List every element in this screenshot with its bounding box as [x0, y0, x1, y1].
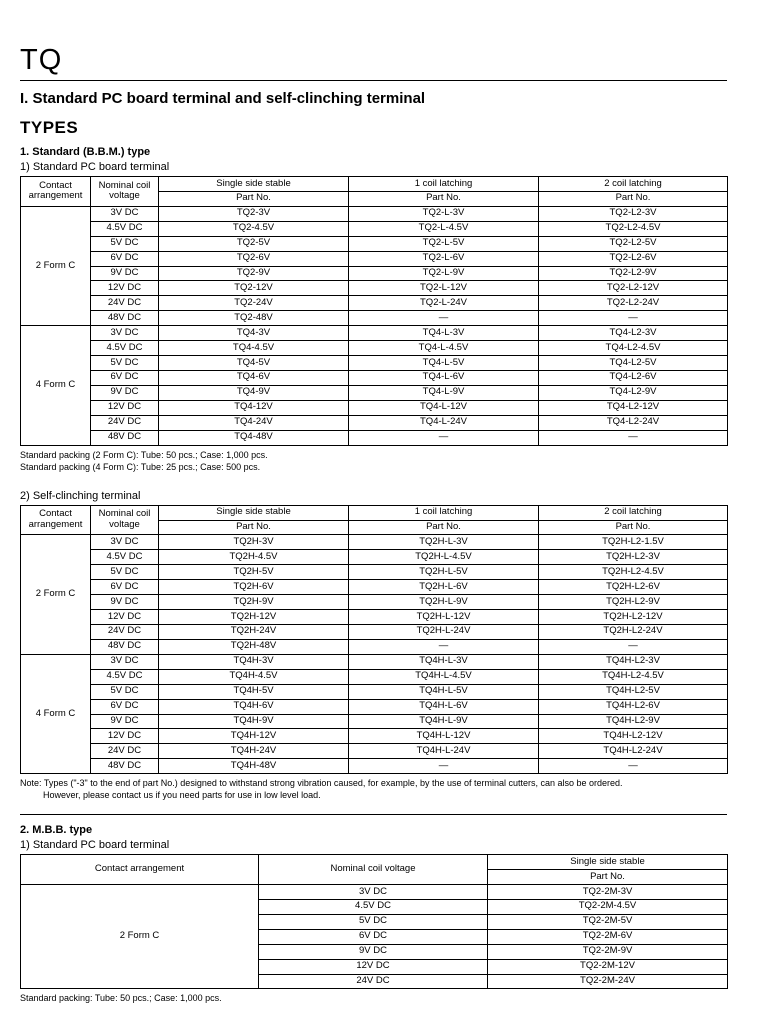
part-no-cell: TQ4-4.5V [159, 341, 349, 356]
table-row [21, 341, 728, 356]
contact-arrangement-cell: 2 Form C [21, 206, 91, 325]
part-no-cell: TQ2-L2-24V [539, 296, 728, 311]
table-row [21, 759, 728, 774]
th-2-coil-latching: 2 coil latching [539, 177, 728, 192]
part-no-cell: — [349, 639, 539, 654]
table-row [21, 236, 728, 251]
part-no-cell: TQ4-L-24V [349, 415, 539, 430]
part-no-cell: TQ2H-L2-9V [539, 595, 728, 610]
part-no-cell: TQ2H-L-9V [349, 595, 539, 610]
table-row [21, 684, 728, 699]
voltage-cell: 5V DC [91, 356, 159, 371]
part-no-cell: TQ4H-L2-12V [539, 729, 728, 744]
part-no-cell: TQ4-L-5V [349, 356, 539, 371]
part-no-cell: TQ2-5V [159, 236, 349, 251]
table-row [21, 311, 728, 326]
voltage-cell: 5V DC [91, 236, 159, 251]
part-no-cell: TQ4H-L2-3V [539, 654, 728, 669]
voltage-cell: 12V DC [91, 400, 159, 415]
contact-arrangement-cell: 4 Form C [21, 326, 91, 445]
table-row [21, 654, 728, 669]
standard-packing-notes [20, 449, 727, 473]
table-row [21, 550, 728, 565]
th-2-coil-latching: 2 coil latching [539, 505, 728, 520]
voltage-cell: 3V DC [91, 206, 159, 221]
part-no-cell: TQ4H-48V [159, 759, 349, 774]
voltage-cell: 12V DC [91, 610, 159, 625]
part-no-cell: TQ2-L-9V [349, 266, 539, 281]
self-clinching-parts-table [20, 505, 728, 775]
table-row [21, 430, 728, 445]
voltage-cell: 4.5V DC [91, 221, 159, 236]
part-no-cell: TQ4H-5V [159, 684, 349, 699]
part-no-cell: TQ2H-3V [159, 535, 349, 550]
contact-arrangement-cell: 2 Form C [21, 535, 91, 654]
part-no-cell: TQ2-L-3V [349, 206, 539, 221]
part-no-cell: TQ2H-L-24V [349, 624, 539, 639]
part-no-cell: TQ4-L-12V [349, 400, 539, 415]
part-no-cell: — [349, 311, 539, 326]
part-no-cell: TQ4-L-4.5V [349, 341, 539, 356]
th-1-coil-latching: 1 coil latching [349, 505, 539, 520]
section-title: I. Standard PC board terminal and self-clinching terminal [20, 90, 426, 107]
part-no-cell: TQ4H-L2-6V [539, 699, 728, 714]
heading-mbb-pcb-terminal: 1) Standard PC board terminal [20, 839, 170, 852]
voltage-cell: 24V DC [259, 974, 488, 989]
part-no-cell: TQ2-L2-5V [539, 236, 728, 251]
voltage-cell: 3V DC [91, 654, 159, 669]
voltage-cell: 48V DC [91, 430, 159, 445]
part-no-cell: TQ2-3V [159, 206, 349, 221]
th-contact-arrangement: Contact arrangement [21, 855, 259, 885]
voltage-cell: 24V DC [91, 624, 159, 639]
table-row [21, 595, 728, 610]
part-no-cell: TQ4H-L-6V [349, 699, 539, 714]
voltage-cell: 9V DC [91, 266, 159, 281]
th-contact-arrangement: Contact arrangement [21, 177, 91, 207]
part-no-cell: TQ4H-L-12V [349, 729, 539, 744]
part-no-cell: TQ4-L2-9V [539, 385, 728, 400]
part-no-cell: TQ2H-L2-3V [539, 550, 728, 565]
part-no-cell: TQ2H-6V [159, 580, 349, 595]
mbb-parts-table [20, 854, 728, 989]
part-no-cell: TQ2-L2-6V [539, 251, 728, 266]
th-part-no: Part No. [349, 520, 539, 535]
part-no-cell: TQ2H-L-5V [349, 565, 539, 580]
voltage-cell: 12V DC [259, 959, 488, 974]
voltage-cell: 6V DC [259, 929, 488, 944]
contact-arrangement-cell: 4 Form C [21, 654, 91, 773]
part-no-cell: TQ4-L2-12V [539, 400, 728, 415]
heading-standard-bbm-type: 1. Standard (B.B.M.) type [20, 146, 151, 158]
part-no-cell: TQ4H-12V [159, 729, 349, 744]
table-body [21, 885, 728, 989]
part-no-cell: TQ2-48V [159, 311, 349, 326]
part-no-cell: TQ2H-L2-4.5V [539, 565, 728, 580]
part-no-cell: TQ4H-L-9V [349, 714, 539, 729]
note-line: However, please contact us if you need parts for use in low level load. [43, 790, 321, 801]
voltage-cell: 3V DC [91, 326, 159, 341]
part-no-cell: TQ2-L2-3V [539, 206, 728, 221]
table-row [21, 624, 728, 639]
voltage-cell: 6V DC [91, 370, 159, 385]
voltage-cell: 9V DC [91, 385, 159, 400]
part-no-cell: TQ2-2M-3V [488, 885, 728, 900]
part-no-cell: TQ4H-L-5V [349, 684, 539, 699]
note-line: Standard packing (4 Form C): Tube: 25 pcs.; Case: 500 pcs. [20, 461, 261, 472]
part-no-cell: TQ2H-12V [159, 610, 349, 625]
th-nominal-coil-voltage: Nominal coil voltage [259, 855, 488, 885]
table-row [21, 281, 728, 296]
part-no-cell: TQ4H-L2-24V [539, 744, 728, 759]
part-no-cell: TQ2-2M-12V [488, 959, 728, 974]
voltage-cell: 4.5V DC [91, 669, 159, 684]
th-1-coil-latching: 1 coil latching [349, 177, 539, 192]
voltage-cell: 9V DC [91, 595, 159, 610]
voltage-cell: 24V DC [91, 744, 159, 759]
part-no-cell: TQ2-L2-9V [539, 266, 728, 281]
table-row [21, 385, 728, 400]
table-row [21, 669, 728, 684]
heading-standard-pcb-terminal: 1) Standard PC board terminal [20, 161, 170, 173]
voltage-cell: 3V DC [259, 885, 488, 900]
part-no-cell: TQ4H-L-24V [349, 744, 539, 759]
voltage-cell: 4.5V DC [91, 550, 159, 565]
part-no-cell: TQ4H-4.5V [159, 669, 349, 684]
part-no-cell: TQ2-24V [159, 296, 349, 311]
part-no-cell: TQ4H-L-3V [349, 654, 539, 669]
part-no-cell: TQ2-L-6V [349, 251, 539, 266]
part-no-cell: TQ4-L2-24V [539, 415, 728, 430]
note-line: Note: Types ("-3" to the end of part No.) designed to withstand strong vibration caused, for example, by the use of terminal cutters, can also be ordered. [20, 778, 623, 789]
part-no-cell: TQ2-L-5V [349, 236, 539, 251]
voltage-cell: 48V DC [91, 639, 159, 654]
table-row [21, 370, 728, 385]
part-no-cell: TQ2H-L2-1.5V [539, 535, 728, 550]
part-no-cell: TQ2-2M-4.5V [488, 899, 728, 914]
voltage-cell: 12V DC [91, 281, 159, 296]
part-no-cell: TQ4-L-6V [349, 370, 539, 385]
self-clinching-notes [20, 777, 727, 801]
part-no-cell: TQ2-L-4.5V [349, 221, 539, 236]
heading-mbb-type: 2. M.B.B. type [20, 824, 93, 837]
table-row [21, 639, 728, 654]
part-no-cell: TQ2-6V [159, 251, 349, 266]
part-no-cell: TQ2-4.5V [159, 221, 349, 236]
table-row [21, 356, 728, 371]
part-no-cell: TQ4H-3V [159, 654, 349, 669]
table-header [21, 177, 728, 207]
part-no-cell: TQ2H-L-3V [349, 535, 539, 550]
th-part-no: Part No. [349, 191, 539, 206]
table-row [21, 729, 728, 744]
th-part-no: Part No. [159, 191, 349, 206]
table-row [21, 415, 728, 430]
table-row [21, 266, 728, 281]
part-no-cell: TQ4-L2-4.5V [539, 341, 728, 356]
part-no-cell: TQ4-L-3V [349, 326, 539, 341]
part-no-cell: TQ2-2M-6V [488, 929, 728, 944]
table-row [21, 699, 728, 714]
part-no-cell: TQ4-3V [159, 326, 349, 341]
part-no-cell: TQ2H-L2-6V [539, 580, 728, 595]
part-no-cell: TQ4-6V [159, 370, 349, 385]
part-no-cell: TQ2-L2-12V [539, 281, 728, 296]
part-no-cell: TQ4H-L-4.5V [349, 669, 539, 684]
part-no-cell: TQ4-12V [159, 400, 349, 415]
part-no-cell: TQ2H-L-6V [349, 580, 539, 595]
part-no-cell: TQ2-2M-24V [488, 974, 728, 989]
table-row [21, 580, 728, 595]
th-nominal-coil-voltage: Nominal coil voltage [91, 505, 159, 535]
part-no-cell: TQ4-L2-5V [539, 356, 728, 371]
heading-self-clinching-terminal: 2) Self-clinching terminal [20, 489, 141, 502]
table-row [21, 206, 728, 221]
mbb-packing-note [20, 992, 727, 1004]
part-no-cell: TQ2H-5V [159, 565, 349, 580]
table-row [21, 326, 728, 341]
voltage-cell: 24V DC [91, 296, 159, 311]
part-no-cell: TQ4-9V [159, 385, 349, 400]
voltage-cell: 6V DC [91, 251, 159, 266]
note-line: Standard packing (2 Form C): Tube: 50 pcs.; Case: 1,000 pcs. [20, 449, 268, 460]
note-line: Standard packing: Tube: 50 pcs.; Case: 1,000 pcs. [20, 993, 222, 1004]
voltage-cell: 9V DC [91, 714, 159, 729]
table-header [21, 505, 728, 535]
voltage-cell: 24V DC [91, 415, 159, 430]
part-no-cell: TQ2H-24V [159, 624, 349, 639]
standard-pcb-parts-table [20, 176, 728, 446]
types-heading: TYPES [20, 118, 79, 137]
voltage-cell: 48V DC [91, 759, 159, 774]
part-no-cell: TQ4-24V [159, 415, 349, 430]
part-no-cell: TQ2H-L2-24V [539, 624, 728, 639]
part-no-cell: TQ4H-L2-5V [539, 684, 728, 699]
table-row [21, 744, 728, 759]
table-row [21, 565, 728, 580]
header-rule [20, 80, 727, 81]
part-no-cell: TQ2H-L2-12V [539, 610, 728, 625]
part-no-cell: — [349, 759, 539, 774]
doc-code: TQ [20, 44, 63, 76]
voltage-cell: 6V DC [91, 699, 159, 714]
part-no-cell: TQ2-12V [159, 281, 349, 296]
table-row [21, 296, 728, 311]
voltage-cell: 4.5V DC [91, 341, 159, 356]
table-body [21, 535, 728, 774]
part-no-cell: — [539, 639, 728, 654]
voltage-cell: 4.5V DC [259, 899, 488, 914]
part-no-cell: TQ4H-L2-9V [539, 714, 728, 729]
section-divider [20, 814, 727, 815]
th-part-no: Part No. [539, 191, 728, 206]
table-row [21, 221, 728, 236]
part-no-cell: TQ4H-6V [159, 699, 349, 714]
table-row [21, 400, 728, 415]
voltage-cell: 5V DC [259, 914, 488, 929]
part-no-cell: TQ4-5V [159, 356, 349, 371]
part-no-cell: TQ2-L-24V [349, 296, 539, 311]
voltage-cell: 5V DC [91, 565, 159, 580]
part-no-cell: TQ4-L2-6V [539, 370, 728, 385]
voltage-cell: 12V DC [91, 729, 159, 744]
part-no-cell: TQ4H-L2-4.5V [539, 669, 728, 684]
part-no-cell: TQ2-L2-4.5V [539, 221, 728, 236]
part-no-cell: TQ4-L-9V [349, 385, 539, 400]
part-no-cell: TQ2H-L-4.5V [349, 550, 539, 565]
part-no-cell: — [539, 430, 728, 445]
part-no-cell: TQ2-9V [159, 266, 349, 281]
table-row [21, 610, 728, 625]
voltage-cell: 48V DC [91, 311, 159, 326]
part-no-cell: — [539, 311, 728, 326]
table-row [21, 885, 728, 900]
th-part-no: Part No. [488, 870, 728, 885]
part-no-cell: TQ2-2M-9V [488, 944, 728, 959]
th-single-side-stable: Single side stable [488, 855, 728, 870]
part-no-cell: TQ4H-24V [159, 744, 349, 759]
voltage-cell: 3V DC [91, 535, 159, 550]
part-no-cell: TQ2H-9V [159, 595, 349, 610]
part-no-cell: TQ4H-9V [159, 714, 349, 729]
th-contact-arrangement: Contact arrangement [21, 505, 91, 535]
part-no-cell: TQ2H-L-12V [349, 610, 539, 625]
part-no-cell: TQ4-L2-3V [539, 326, 728, 341]
part-no-cell: TQ4-48V [159, 430, 349, 445]
table-row [21, 535, 728, 550]
table-row [21, 714, 728, 729]
contact-arrangement-cell: 2 Form C [21, 885, 259, 989]
part-no-cell: TQ2H-4.5V [159, 550, 349, 565]
table-body [21, 206, 728, 445]
th-single-side-stable: Single side stable [159, 505, 349, 520]
part-no-cell: — [539, 759, 728, 774]
voltage-cell: 6V DC [91, 580, 159, 595]
part-no-cell: TQ2-L-12V [349, 281, 539, 296]
voltage-cell: 9V DC [259, 944, 488, 959]
table-header [21, 855, 728, 885]
th-part-no: Part No. [159, 520, 349, 535]
th-single-side-stable: Single side stable [159, 177, 349, 192]
part-no-cell: TQ2-2M-5V [488, 914, 728, 929]
th-nominal-coil-voltage: Nominal coil voltage [91, 177, 159, 207]
voltage-cell: 5V DC [91, 684, 159, 699]
part-no-cell: — [349, 430, 539, 445]
th-part-no: Part No. [539, 520, 728, 535]
part-no-cell: TQ2H-48V [159, 639, 349, 654]
table-row [21, 251, 728, 266]
